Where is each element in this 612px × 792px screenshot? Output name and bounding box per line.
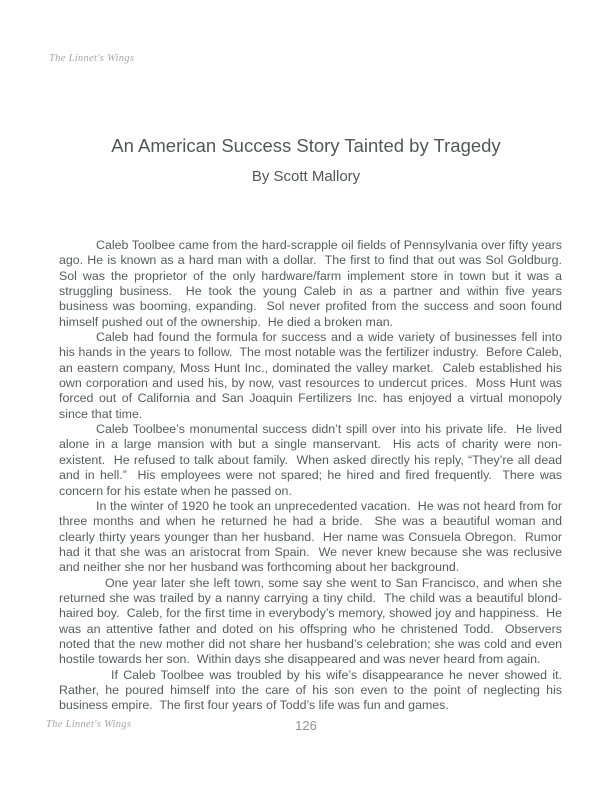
article-body [59, 238, 569, 714]
running-header-journal-title: The Linnet's Wings [49, 53, 135, 64]
article-byline: By Scott Mallory [251, 168, 361, 185]
body-paragraph: One year later she left town, some say she went to San Francisco, and when she returned she was trailed by a nanny carrying a tiny child. The child was a beautiful blond-haired boy. Caleb, for the first time in everybody’s memory, showed joy and happiness. He was an attentive father and doted on his offspring who he christened Todd. Observers noted that the new mother did not share her husband’s celebration; she was cold and even hostile towards her son. Within days she disappeared and was never heard from again. [59, 575, 566, 667]
footer-journal-title: The Linnet's Wings [46, 719, 132, 730]
body-paragraph: Caleb Toolbee’s monumental success didn’t spill over into his private life. He lived alone in a large mansion with but a single manservant. His acts of charity were non-existent. He refused to talk about family. When asked directly his reply, “They’re all dead and in hell.” His employees were not spared; he hired and fired frequently. There was concern for his estate when he passed on. [59, 422, 566, 498]
body-paragraph: Caleb had found the formula for success and a wide variety of businesses fell into his hands in the years to follow. The most notable was the fertilizer industry. Before Caleb, an eastern company, Moss Hunt Inc., dominated the valley market. Caleb established his own corporation and used his, by now, vast resources to undercut prices. Moss Hunt was forced out of California and San Joaquin Fertilizers Inc. has enjoyed a virtual monopoly since that time. [59, 330, 566, 421]
body-paragraph: Caleb Toolbee came from the hard-scrapple oil fields of Pennsylvania over fifty years ago. He is known as a hard man with a dollar. The first to find that out was Sol Goldburg. Sol was the proprietor of the only hardware/farm implement store in town but it was a struggling business. He took the young Caleb in as a partner and within five years business was booming, expanding. Sol never profited from the success and soon found himself pushed out of the ownership. He died a broken man. [59, 238, 569, 329]
article-title: An American Success Story Tainted by Tragedy [111, 135, 501, 156]
body-paragraph: If Caleb Toolbee was troubled by his wife’s disappearance he never showed it. Rather, he poured himself into the care of his son even to the point of neglecting his business empire. The first four years of Todd’s life was fun and games. [59, 667, 569, 713]
body-paragraph: In the winter of 1920 he took an unprecedented vacation. He was not heard from for three months and when he returned he had a bride. She was a beautiful woman and clearly thirty years younger than her husband. Her name was Consuela Obregon. Rumor had it that she was an aristocrat from Spain. We never knew because she was reclusive and neither she nor her husband was forthcoming about her background. [59, 498, 566, 575]
page-number: 126 [295, 718, 317, 733]
